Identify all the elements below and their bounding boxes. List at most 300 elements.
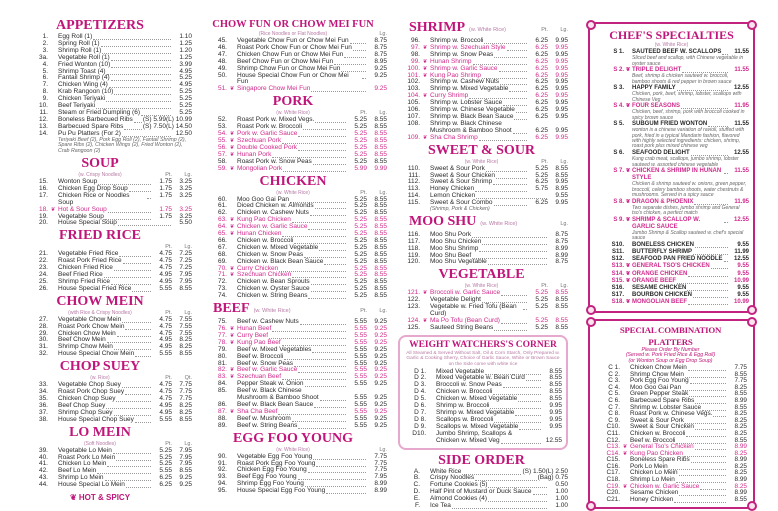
pepper-icon: ❦ <box>229 131 235 138</box>
item-name: Chicken Rice or Noodles Soup <box>58 191 130 206</box>
item-number: 108. <box>407 119 420 127</box>
dot-leader <box>304 252 346 258</box>
item-number: D 9. <box>414 422 426 430</box>
item-number: B. <box>413 474 420 482</box>
dot-leader <box>319 245 346 251</box>
section-subheader <box>8 375 192 382</box>
pepper-icon: ❦ <box>625 263 631 270</box>
price-pint: 5.25 <box>354 216 367 224</box>
dot-leader <box>102 48 171 54</box>
item-name: Mixed Vegetable w. Bean Curd <box>436 374 525 382</box>
menu-item <box>594 497 747 504</box>
price-pint: 5.25 <box>354 223 367 231</box>
item-name: Beef w. Black Bean Sauce <box>237 400 314 408</box>
dot-leader <box>682 385 726 391</box>
price-column-header: Lg. <box>560 27 568 33</box>
dot-leader <box>526 375 541 381</box>
item-number: C 9. <box>608 416 620 424</box>
section-title <box>199 301 387 319</box>
item-number: C15. <box>606 456 620 464</box>
item-name: Almond Cookies (4) <box>430 495 488 503</box>
dot-leader <box>282 340 346 346</box>
price-large: (L) 14.50 <box>165 122 192 130</box>
dot-leader <box>314 402 346 408</box>
item-number: 98. <box>410 50 420 58</box>
dot-leader <box>482 239 547 245</box>
section-subheader <box>199 447 387 454</box>
menu-column-1 <box>8 0 192 503</box>
price-pint: 5.55 <box>354 318 367 326</box>
price-pint: 6.25 <box>535 57 548 65</box>
item-name: Roast Pork Chow Fun or Chow Mei Fun <box>237 43 352 51</box>
item-name: Shrimp w. Black Bean Sauce <box>430 112 514 120</box>
section-title <box>395 143 568 159</box>
price-large: 7.75 <box>734 363 747 371</box>
item-number: 65. <box>217 230 227 238</box>
price-large: 12.55 <box>733 256 749 263</box>
dot-leader <box>514 114 527 120</box>
item-number: 111. <box>408 171 420 179</box>
price-large: 7.75 <box>734 377 747 385</box>
price-column-header: Lg. <box>379 31 387 37</box>
section-title-text: CHOW FUN OR CHOW MEI FUN <box>212 19 374 30</box>
price-large: 8.55 <box>549 381 562 389</box>
item-number: 34. <box>38 388 48 396</box>
dot-leader <box>494 325 527 331</box>
dot-leader <box>515 410 541 416</box>
item-name: Beef w. Broccoli <box>630 436 676 444</box>
price-large: 8.55 <box>374 264 387 272</box>
item-name: Wonton Soup <box>58 177 98 185</box>
item-number: D 3. <box>414 381 426 389</box>
price-large: 9.25 <box>374 407 387 415</box>
item-number: 41. <box>38 460 48 468</box>
item-name: House Special Fried Rice <box>58 284 132 292</box>
price-large: 8.55 <box>374 157 387 165</box>
item-name: Sweet & Sour Pork <box>430 164 485 172</box>
price-pint: 5.25 <box>535 296 548 304</box>
price-column-header: Lg. <box>184 309 192 316</box>
price-pint: 5.55 <box>354 421 367 429</box>
price-large: 7.95 <box>374 473 387 481</box>
menu-item <box>395 232 568 239</box>
price-column-header: Qt. <box>184 375 192 382</box>
price-column-header: Pt. <box>165 440 172 447</box>
item-name: Sweet & Sour Shrimp <box>430 178 493 186</box>
item-name: Beef Fried Rice <box>58 271 103 279</box>
price-large: 12.55 <box>733 216 749 223</box>
item-number: 74. <box>217 292 227 300</box>
menu-item <box>8 96 192 103</box>
dot-leader <box>689 391 726 397</box>
section-subtitle: (w. Crispy Noodles) <box>78 171 122 178</box>
pepper-icon: ❦ <box>422 290 428 297</box>
item-name: Chicken Teriyaki <box>58 95 106 103</box>
price-large: 9.95 <box>549 409 562 417</box>
dot-leader <box>269 333 346 339</box>
item-name: Moo Goo Gai Pan <box>237 195 290 203</box>
price-pint: 6.25 <box>535 106 548 114</box>
price-large: 9.25 <box>374 331 387 339</box>
price-pint: 5.99 <box>354 164 367 172</box>
price-pint: 5.25 <box>354 123 367 131</box>
dot-leader <box>114 410 151 416</box>
price-pint: 5.55 <box>354 394 367 402</box>
section-subtitle: (w. White Rice) <box>654 42 689 48</box>
pepper-icon: ❦ <box>229 374 235 381</box>
price-pint: 4.75 <box>159 388 172 396</box>
item-name: Moo Shu Beef <box>430 251 472 259</box>
item-name: Broccoli w. Snow Peas <box>436 381 502 389</box>
price-large: 9.25 <box>374 421 387 429</box>
item-name: Shrimp Chow Mein <box>630 370 684 378</box>
section-subtitle: (Soft Noodles) <box>84 440 116 447</box>
item-number: 43. <box>38 474 48 482</box>
menu-item <box>199 73 387 87</box>
menu-item <box>199 293 387 300</box>
dot-leader <box>472 232 547 238</box>
dot-leader <box>114 265 151 271</box>
section-soup <box>8 156 192 227</box>
section-subheader <box>8 310 192 317</box>
pepper-icon: ❦ <box>229 265 235 272</box>
price-pint: 4.95 <box>159 343 172 351</box>
dot-leader <box>473 59 527 65</box>
item-name: Pork Lo Mein <box>630 462 668 470</box>
price-large: 9.25 <box>374 318 387 326</box>
item-name: Vegetable Egg Foo Young <box>237 452 313 460</box>
item-name: Curry Beef <box>237 331 269 339</box>
item-name: Chicken Lo Mein <box>630 469 678 477</box>
item-name: Vegetable Chop Suey <box>58 381 121 389</box>
price-large: 3.25 <box>179 184 192 192</box>
item-name: Shrimp w. Chinese Vegetable <box>430 106 515 114</box>
price-large: 3.99 <box>179 60 192 68</box>
item-number: D 8. <box>414 415 426 423</box>
price-large: 8.55 <box>555 171 568 179</box>
price-pint: 5.25 <box>535 164 548 172</box>
dot-leader <box>124 124 141 130</box>
item-name: GENERAL TSO'S CHICKEN <box>632 263 710 270</box>
item-name: Chicken w. Bean Sprouts <box>237 278 310 286</box>
item-number: 84. <box>217 380 227 388</box>
price-large: 9.95 <box>555 99 568 107</box>
price-column-header: Pt. <box>165 375 172 382</box>
price-large: 8.25 <box>734 423 747 431</box>
item-name: Beef Lo Mein <box>58 467 97 475</box>
dot-leader <box>315 117 346 123</box>
price-pint: 6.25 <box>535 43 548 51</box>
price-large: 9.99 <box>374 164 387 172</box>
item-number: 89. <box>217 421 227 429</box>
item-name: Roast Pork w. Broccoli <box>237 123 303 131</box>
section-title <box>199 431 387 447</box>
item-number: 82. <box>217 366 227 374</box>
item-name: Sha Cha Beef <box>237 407 278 415</box>
price-large: 12.55 <box>733 85 749 92</box>
price-large: 9.95 <box>555 178 568 186</box>
price-pint: 5.55 <box>354 407 367 415</box>
price-pint: 4.95 <box>159 408 172 416</box>
price-pint: 5.25 <box>159 453 172 461</box>
menu-item <box>395 325 568 332</box>
section-title-text: CHOW MEIN <box>56 293 144 309</box>
dot-leader <box>272 326 346 332</box>
item-number: 62. <box>217 209 227 217</box>
item-number: 117. <box>407 237 420 245</box>
item-number: D10. <box>412 429 426 437</box>
dot-leader <box>310 210 346 216</box>
dot-leader <box>116 396 151 402</box>
pepper-icon: ❦ <box>50 206 56 213</box>
price-large: 9.55 <box>737 263 749 270</box>
item-description: Chicken, pork, beef, shrimp, lobster, scallops with Chinese Veg <box>632 91 742 103</box>
item-name: Kung Pao Chicken <box>237 216 291 224</box>
item-name: Beef w. Black Chinese <box>237 387 302 395</box>
dot-leader <box>284 354 346 360</box>
dot-leader <box>677 278 728 284</box>
section-title <box>395 20 568 38</box>
item-name: Chicken w. Broccoli <box>630 429 686 437</box>
dot-leader <box>513 128 527 134</box>
item-name: SAUTEED BEEF W. SCALLOPS <box>632 49 722 55</box>
dot-leader <box>311 286 346 292</box>
pepper-icon: ❦ <box>625 277 631 284</box>
item-number: S12. <box>611 256 624 263</box>
section-chop-suey <box>8 359 192 423</box>
item-number: 32. <box>38 350 48 358</box>
price-pint: 5.25 <box>354 257 367 265</box>
section-title: WEIGHT WATCHERS'S CORNER <box>409 339 557 350</box>
item-number: 78. <box>217 338 227 346</box>
price-large: 9.95 <box>549 422 562 430</box>
item-number: 104. <box>407 92 420 100</box>
item-name: Steam or Fried Dumpling (6) <box>58 108 140 116</box>
item-name: Sweet & Sour Chicken <box>430 171 496 179</box>
menu-item <box>395 496 568 503</box>
price-large: 1.25 <box>179 39 192 47</box>
price-large: 11.55 <box>734 67 749 74</box>
section-title-text: APPETIZERS <box>56 18 144 33</box>
item-name: SHRIMP & SCALLOP W. GARLIC SAUCE <box>632 216 701 230</box>
dot-leader <box>688 271 728 277</box>
price-pint: 5.55 <box>354 352 367 360</box>
item-number: 4. <box>42 60 48 68</box>
item-number: 101. <box>407 71 420 79</box>
price-large: 7.75 <box>374 466 387 474</box>
price-large: 8.55 <box>374 278 387 286</box>
price-large: 9.95 <box>555 64 568 72</box>
item-number: 11. <box>39 108 48 116</box>
item-number: 23. <box>38 264 48 272</box>
item-name: Mushroom & Bamboo Shoot <box>237 394 319 402</box>
item-number: 52. <box>217 116 227 124</box>
price-large: 8.95 <box>374 57 387 65</box>
dot-leader <box>691 457 726 463</box>
price-column-header: Pt. <box>541 27 548 33</box>
item-number: 90. <box>217 452 227 460</box>
item-number: C 5. <box>608 390 620 398</box>
item-name: Chicken w. Snow Peas <box>237 250 304 258</box>
price-large: 5.25 <box>179 74 192 82</box>
section-note: (Served w. Pork Fried Rice & Egg Roll) <box>625 352 716 359</box>
price-large: 8.55 <box>374 202 387 210</box>
dot-leader <box>123 258 151 264</box>
item-name: SEAFOOD DELIGHT <box>632 149 690 156</box>
item-number: 24. <box>38 271 48 279</box>
item-number: 105. <box>407 99 420 107</box>
section-title-text: VEGETABLE <box>438 267 525 283</box>
pepper-icon: ❦ <box>625 167 631 174</box>
item-name: Egg Roll (1) <box>58 33 93 40</box>
dot-leader <box>129 186 151 192</box>
item-name: Sweet & Sour Combo <box>430 199 493 207</box>
item-number: 93. <box>217 473 227 481</box>
price-large: 8.55 <box>374 285 387 293</box>
item-number: 48. <box>217 57 227 65</box>
item-name: Jumbo Shrimp, Scallops & <box>436 429 513 437</box>
dot-leader <box>125 324 151 330</box>
menu-item <box>395 304 568 318</box>
item-name: Chicken Chop Suey <box>58 395 116 403</box>
dot-leader <box>681 103 728 109</box>
item-number: 3a. <box>38 53 48 61</box>
pepper-icon: ❦ <box>422 317 428 324</box>
price-large: 9.25 <box>179 474 192 482</box>
item-name: Scallops w. Broccoli <box>436 415 494 423</box>
price-pint: 5.55 <box>354 400 367 408</box>
item-name: Vegetable Fried Rice <box>58 250 119 258</box>
section-title <box>395 267 568 283</box>
price-large: 8.55 <box>179 467 192 475</box>
item-number: C19. <box>606 482 620 490</box>
item-description: (Shrimp, Pork & Chicken) <box>430 206 490 213</box>
price-large: 8.25 <box>179 408 192 416</box>
dot-leader <box>308 467 366 473</box>
price-pint: 6.25 <box>535 50 548 58</box>
item-number: 50. <box>217 71 227 79</box>
dot-leader <box>503 382 541 388</box>
ornament-corner-icon <box>747 20 757 30</box>
price-pint: 5.25 <box>354 209 367 217</box>
section-shrimp <box>395 20 568 142</box>
chef-specialties-box <box>588 22 755 313</box>
section-subtitle: (w. White Rice) <box>276 446 310 453</box>
dot-leader <box>135 417 151 423</box>
item-name: Moo Shu Pork <box>430 230 472 238</box>
item-name: SUBGUM FRIED WONTON <box>632 121 708 128</box>
price-large: 8.99 <box>734 456 747 464</box>
item-name: Honey Chicken <box>430 185 475 193</box>
price-large: 9.25 <box>374 373 387 381</box>
menu-item <box>8 482 192 489</box>
dot-leader <box>724 256 728 262</box>
item-description: Sliced beef and scallop, with Chinese vegetable in oyster sauce <box>632 55 744 67</box>
dot-leader <box>311 279 346 285</box>
item-number: 80. <box>217 352 227 360</box>
dot-leader <box>494 200 527 206</box>
price-large: 1.00 <box>555 495 568 503</box>
item-number: 2. <box>42 39 48 47</box>
dot-leader <box>686 431 726 437</box>
price-large: 7.95 <box>179 271 192 279</box>
price-large: 9.55 <box>555 192 568 200</box>
item-name: Chicken Chow Mein <box>630 363 687 371</box>
section-chow-mein <box>8 294 192 358</box>
price-column-headers <box>152 441 192 448</box>
item-number: 91. <box>217 459 227 467</box>
hot-spicy-legend <box>8 493 192 503</box>
menu-item <box>594 168 749 182</box>
price-pint: 5.25 <box>535 171 548 179</box>
dot-leader <box>106 403 151 409</box>
item-number: 12. <box>38 115 48 123</box>
price-column-headers <box>367 447 387 454</box>
item-name: Fantail Shrimp (4) <box>58 74 110 82</box>
item-description: Jumbo Shrimp & Scallop sauteed w. chef's special sauce <box>632 229 744 242</box>
item-number: 107. <box>407 112 420 120</box>
item-name: Chicken w. Garlic Sauce <box>237 223 308 231</box>
price-large: 9.25 <box>374 325 387 332</box>
item-number: D 2. <box>414 374 426 382</box>
dot-leader <box>507 45 527 51</box>
item-number: 67. <box>217 243 227 251</box>
price-large: 10.99 <box>733 299 749 306</box>
item-name: House Special Soup <box>58 219 117 227</box>
item-name: Vegetable w. Fried Tofu (Bean Curd) <box>430 303 517 318</box>
price-column-header: Lg. <box>560 158 568 165</box>
item-name: Chicken w. Oyster Sauce <box>237 285 310 293</box>
item-number: 122. <box>407 296 420 304</box>
item-number: 57. <box>217 150 227 158</box>
section-title-text: SOUP <box>81 155 119 171</box>
item-name: Crispy Noodles <box>430 474 475 482</box>
dot-leader <box>122 382 151 388</box>
price-large: 8.99 <box>734 443 747 451</box>
item-name: Kung Pao Beef <box>237 338 281 346</box>
menu-column-2 <box>199 0 387 496</box>
price-large: 9.25 <box>374 71 387 79</box>
section-subtitle: (w. White Rice) <box>464 158 499 165</box>
price-pint: 5.25 <box>354 143 367 151</box>
price-large: 7.55 <box>179 315 192 323</box>
item-name: ORANGE BEEF <box>632 277 677 284</box>
price-pint: 6.25 <box>159 481 172 489</box>
dot-leader <box>108 207 151 213</box>
dot-leader <box>693 292 728 298</box>
price-large: 8.75 <box>374 37 387 44</box>
dot-leader <box>313 159 346 165</box>
section-subtitle: (w. White Rice) <box>276 189 310 196</box>
price-large: 8.55 <box>555 323 568 331</box>
item-name: Roast Pork w. Chinese Vegs. <box>630 410 713 418</box>
item-number: S13. <box>611 263 624 270</box>
menu-item <box>594 256 749 263</box>
ornament-corner-icon <box>747 317 757 327</box>
ornament-corner-icon <box>586 20 596 30</box>
item-number: 35. <box>38 395 48 403</box>
item-name: Chicken w. Broccoli <box>237 236 294 244</box>
price-large: 8.55 <box>555 296 568 304</box>
price-large: 8.55 <box>549 367 562 375</box>
item-name: Szechuan Chicken <box>237 271 292 279</box>
price-large: 8.55 <box>374 271 387 279</box>
item-number: 9. <box>42 95 48 103</box>
dot-leader <box>501 438 541 444</box>
price-large: 9.25 <box>374 359 387 367</box>
item-number: S18. <box>611 299 624 306</box>
dot-leader <box>488 496 547 502</box>
